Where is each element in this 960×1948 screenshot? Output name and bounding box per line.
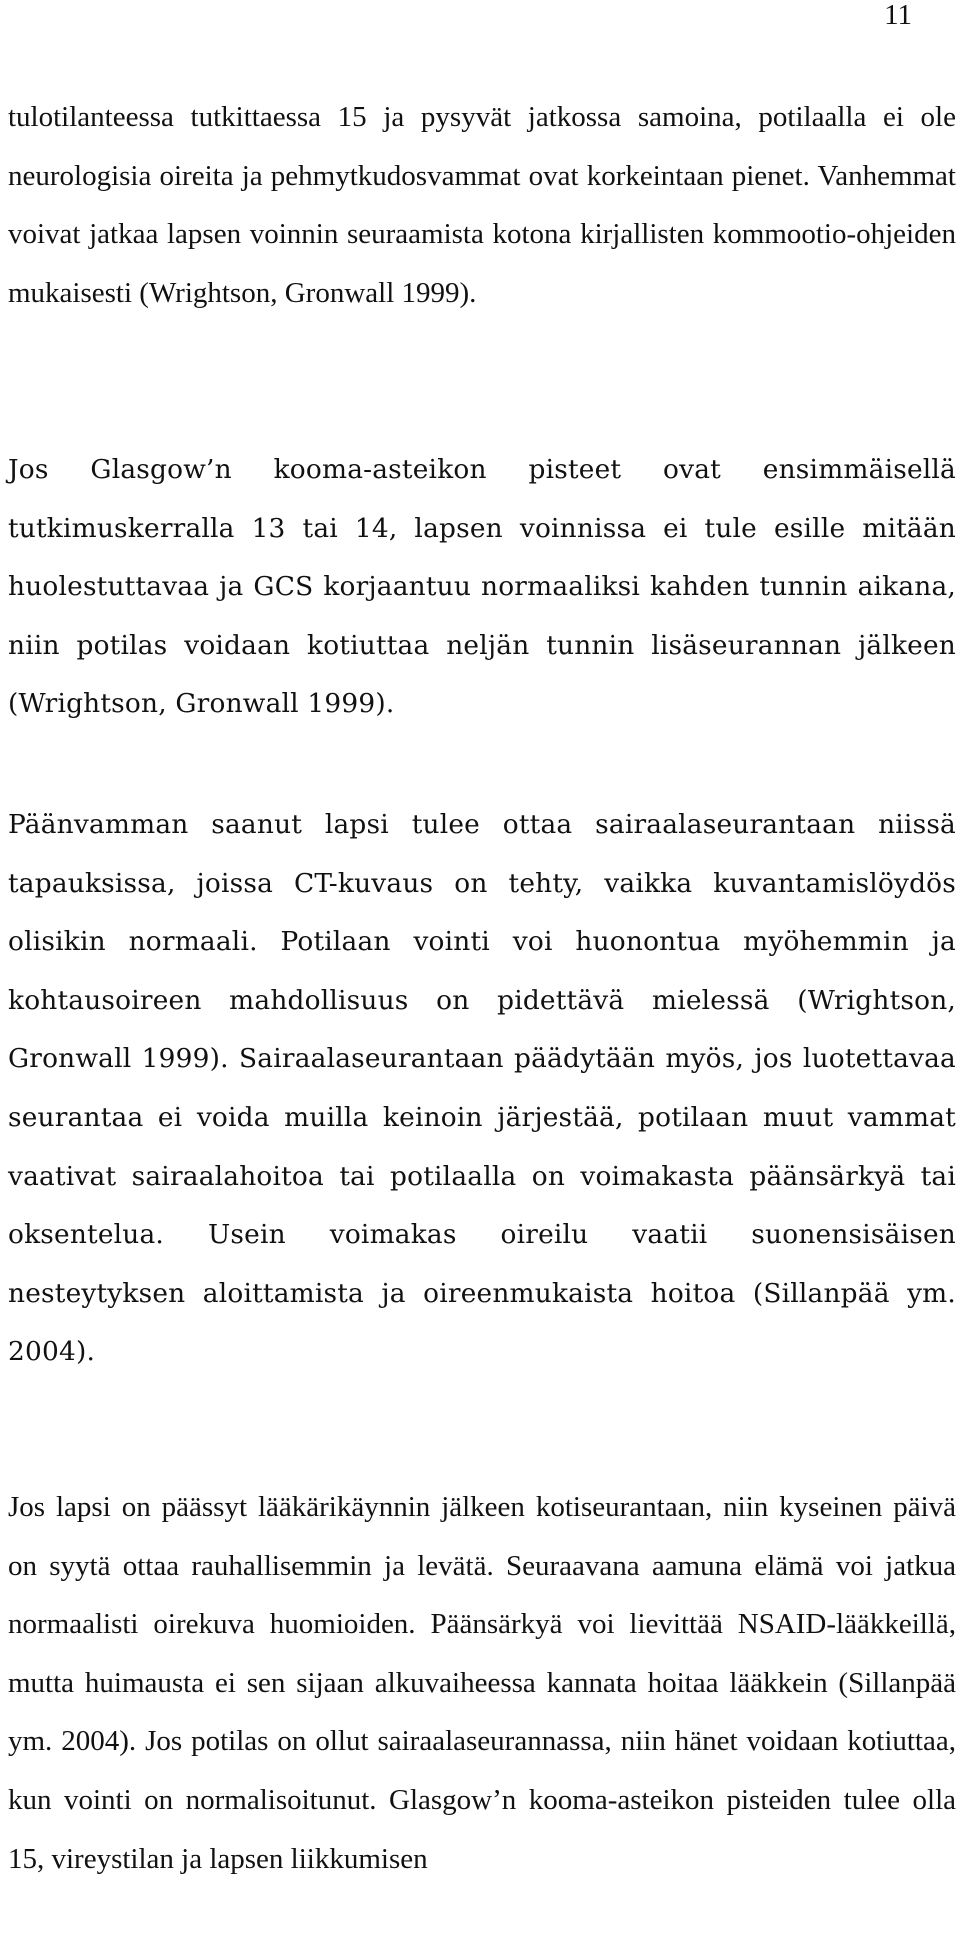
paragraph-1: tulotilanteessa tutkittaessa 15 ja pysyvät jatkossa samoina, potilaalla ei ole neurologisia oireita ja pehmytkudosvammat ovat korkeintaan pienet. Vanhemmat voivat jatkaa lapsen voinnin seuraamista kotona kirjallisten kommootio-ohjeiden mukaisesti (Wrightson, Gronwall 1999). [8,101,956,309]
page-number: 11 [884,0,912,31]
paragraph-2: Jos Glasgow’n kooma-asteikon pisteet ovat ensimmäisellä tutkimuskerralla 13 tai 14, lapsen voinnissa ei tule esille mitään huolestuttavaa ja GCS korjaantuu normaaliksi kahden tunnin aikana, niin potilas voidaan kotiuttaa neljän tunnin lisäseurannan jälkeen (Wrightson, Gronwall 1999). [8,454,956,720]
paragraph-4: Jos lapsi on päässyt lääkärikäynnin jälkeen kotiseurantaan, niin kyseinen päivä on syytä ottaa rauhallisemmin ja levätä. Seuraavana aamuna elämä voi jatkua normaalisti oirekuva huomioiden. Päänsärkyä voi lievittää NSAID-lääkkeillä, mutta huimausta ei sen sijaan alkuvaiheessa kannata hoitaa lääkkein (Sillanpää ym. 2004). Jos potilas on ollut sairaalaseurannassa, niin hänet voidaan kotiuttaa, kun vointi on normalisoitunut. Glasgow’n kooma-asteikon pisteiden tulee olla 15, vireystilan ja lapsen liikkumisen [8,1491,956,1875]
paragraph-3: Päänvamman saanut lapsi tulee ottaa sairaalaseurantaan niissä tapauksissa, joissa CT-kuvaus on tehty, vaikka kuvantamislöydös olisikin normaali. Potilaan vointi voi huonontua myöhemmin ja kohtausoireen mahdollisuus on pidettävä mielessä (Wrightson, Gronwall 1999). Sairaalaseurantaan päädytään myös, jos luotettavaa seurantaa ei voida muilla keinoin järjestää, potilaan muut vammat vaativat sairaalahoitoa tai potilaalla on voimakasta päänsärkyä tai oksentelua. Usein voimakas oireilu vaatii suonensisäisen nesteytyksen aloittamista ja oireenmukaista hoitoa (Sillanpää ym. 2004). [8,809,956,1368]
